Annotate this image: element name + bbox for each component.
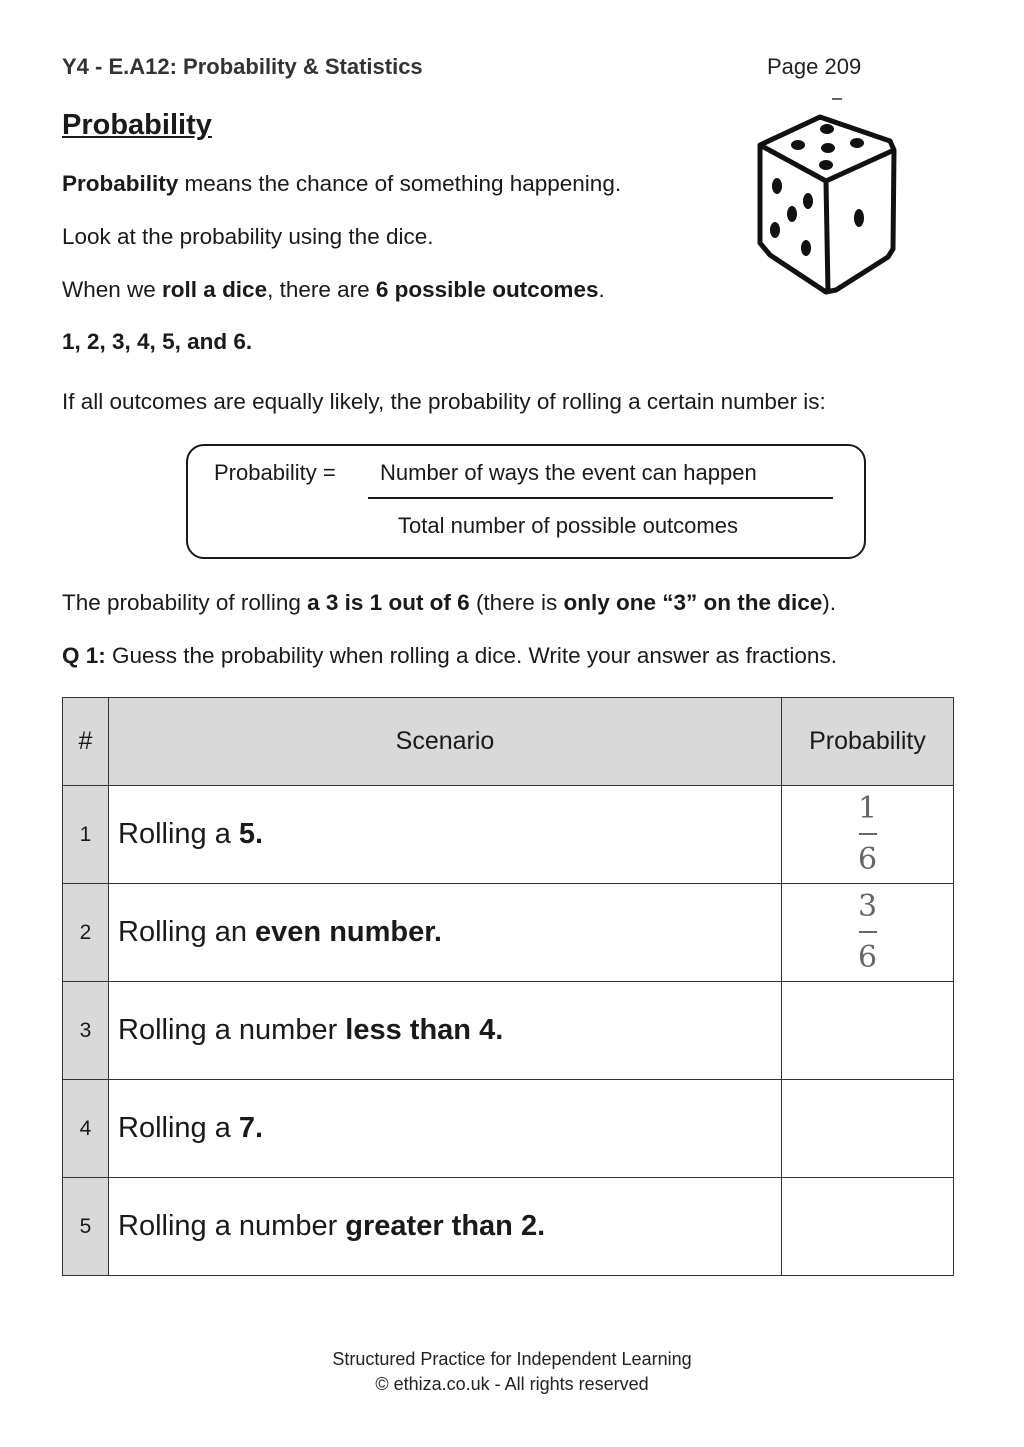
column-header-number: # bbox=[63, 698, 109, 786]
scenario-cell: Rolling an even number. bbox=[109, 884, 782, 982]
footer-tagline: Structured Practice for Independent Learning bbox=[332, 1349, 692, 1369]
answer-fraction: $\frac{1}{6}$ bbox=[857, 791, 878, 877]
answer-cell[interactable] bbox=[782, 786, 954, 884]
formula-label: Probability = bbox=[214, 460, 336, 485]
scenario-cell: Rolling a number less than 4. bbox=[109, 982, 782, 1080]
row-number: 4 bbox=[63, 1080, 109, 1178]
table-row bbox=[63, 1178, 954, 1276]
footer-copyright: © ethiza.co.uk - All rights reserved bbox=[375, 1374, 649, 1394]
scenario-cell: Rolling a 5. bbox=[109, 786, 782, 884]
column-header-probability: Probability bbox=[782, 698, 954, 786]
table-row bbox=[63, 884, 954, 982]
worksheet-code: Y4 - E.A12: Probability & Statistics bbox=[62, 54, 423, 79]
outcomes-paragraph: When we roll a dice, there are 6 possible outcomes. bbox=[62, 277, 605, 302]
question-prompt: Q 1: Guess the probability when rolling a dice. Write your answer as fractions. bbox=[62, 643, 837, 668]
formula-box bbox=[186, 444, 866, 559]
definition-paragraph: Probability means the chance of something happening. bbox=[62, 171, 622, 196]
answer-fraction: $\frac{3}{6}$ bbox=[857, 889, 878, 975]
row-number: 3 bbox=[63, 982, 109, 1080]
scenario-cell: Rolling a number greater than 2. bbox=[109, 1178, 782, 1276]
answer-cell[interactable] bbox=[782, 884, 954, 982]
fraction-bar bbox=[368, 497, 833, 499]
answer-cell[interactable] bbox=[782, 1178, 954, 1276]
dice-image bbox=[748, 95, 908, 300]
intro-paragraph: Look at the probability using the dice. bbox=[62, 224, 434, 249]
formula-intro: If all outcomes are equally likely, the probability of rolling a certain number is: bbox=[62, 389, 826, 414]
row-number: 1 bbox=[63, 786, 109, 884]
row-number: 5 bbox=[63, 1178, 109, 1276]
outcomes-list: 1, 2, 3, 4, 5, and 6. bbox=[62, 329, 253, 354]
formula-numerator: Number of ways the event can happen bbox=[380, 460, 757, 485]
row-number: 2 bbox=[63, 884, 109, 982]
example-paragraph: The probability of rolling a 3 is 1 out of 6 (there is only one “3” on the dice). bbox=[62, 590, 837, 615]
page-title: Probability bbox=[62, 109, 212, 141]
question-table bbox=[62, 697, 954, 1276]
table-row bbox=[63, 982, 954, 1080]
answer-cell[interactable] bbox=[782, 1080, 954, 1178]
answer-cell[interactable] bbox=[782, 982, 954, 1080]
table-row bbox=[63, 786, 954, 884]
formula-denominator: Total number of possible outcomes bbox=[398, 513, 738, 538]
column-header-scenario: Scenario bbox=[109, 698, 782, 786]
page-number: Page 209 bbox=[767, 54, 862, 79]
table-header-row bbox=[63, 698, 954, 786]
scenario-cell: Rolling a 7. bbox=[109, 1080, 782, 1178]
table-row bbox=[63, 1080, 954, 1178]
